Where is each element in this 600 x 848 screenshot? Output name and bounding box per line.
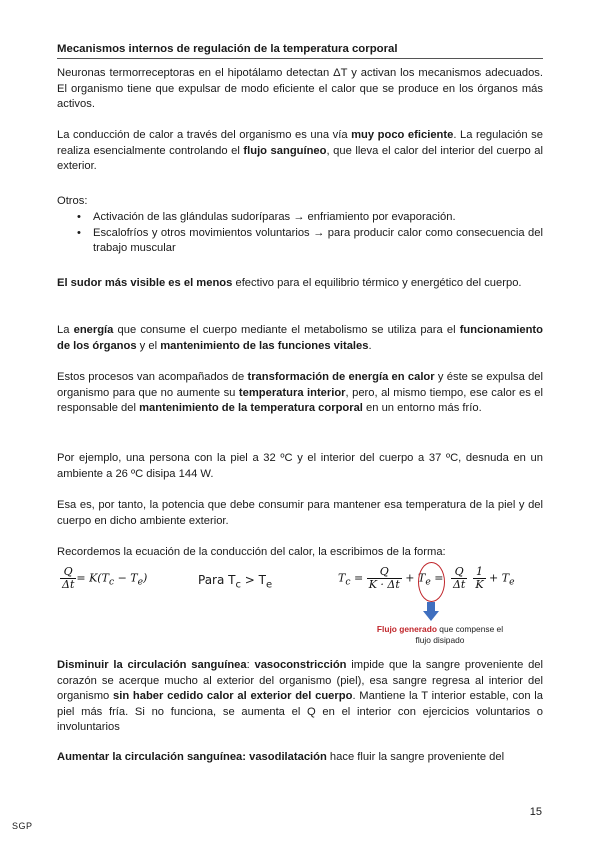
paragraph-conduccion: La conducción de calor a través del organismo es una vía muy poco eficiente. La regulación se realiza esencialmente controlando el flujo sanguíneo, que lleva el calor del interior del cuerpo al exterior.: [57, 129, 543, 172]
paragraph-sudor: El sudor más visible es el menos efectivo para el equilibrio térmico y energético del cuerpo.: [57, 277, 522, 289]
footer-initials: SGP: [12, 821, 33, 831]
paragraph-vasoconstriccion: Disminuir la circulación sanguínea: vasoconstricción impide que la sangre proveniente del corazón se acerque mucho al exterior del organismo (piel), esa sangre regresa al interior del organismo sin haber cedido calor al exterior del cuerpo. Mantiene la T interior estable, con la piel más fría. Si no funciona, se aumenta el Q en el interior con ejercicios voluntarios o involuntarios: [57, 659, 544, 733]
paragraph-energia: La energía que consume el cuerpo mediante el metabolismo se utiliza para el funcionamiento de los órganos y el mantenimiento de las funciones vitales.: [57, 324, 543, 352]
paragraph-ecuacion: Recordemos la ecuación de la conducción del calor, la escribimos de la forma:: [57, 546, 446, 558]
paragraph-potencia: Esa es, por tanto, la potencia que debe consumir para mantener esa temperatura de la piel y del cuerpo en dicho ambiente exterior.: [57, 499, 543, 527]
paragraph-procesos: Estos procesos van acompañados de transformación de energía en calor y éste se expulsa del organismo para que no aumente su temperatura interior, pero, al mismo tiempo, ese calor es el responsable del mantenimiento de la temperatura corporal en un entorno más frío.: [57, 371, 543, 414]
equation-core-temperature: $T_c$ = $\frac{Q}{K \cdot \Delta t}$ + $T_e$ = $\frac{Q}{\Delta t}$ $\frac{1}{K}$ + $T_e$: [338, 565, 515, 591]
highlighted-heat-flow: $\frac{Q}{\Delta t}$: [452, 565, 466, 591]
bullet-icon: •: [77, 211, 81, 223]
list-item: • Escalofríos y otros movimientos voluntarios → para producir calor como consecuencia del trabajo muscular: [77, 226, 543, 254]
list-item: • Activación de las glándulas sudoríparas → enfriamiento por evaporación.: [57, 210, 543, 226]
paragraph-ejemplo: Por ejemplo, una persona con la piel a 32 ºC y el interior del cuerpo a 37 ºC, desnuda en un ambiente a 26 ºC disipa 144 W.: [57, 452, 543, 480]
flow-annotation: Flujo generado que compense el flujo disipado: [376, 624, 504, 645]
highlight-circle: [418, 562, 445, 602]
page-number: 15: [529, 806, 542, 818]
paragraph-intro: Neuronas termorreceptoras en el hipotálamo detectan ΔT y activan los mecanismos adecuados. El organismo tiene que expulsar de modo eficiente el calor que se produce en los órganos más activos.: [57, 67, 543, 110]
section-title: Mecanismos internos de regulación de la temperatura corporal: [57, 43, 543, 59]
bullet-icon: •: [77, 226, 81, 239]
down-arrow-icon: [422, 602, 440, 622]
otros-label: Otros:: [57, 195, 88, 207]
equation-conduction: $\frac{Q}{\Delta t}$ = $K(T_c - T_e)$: [62, 565, 148, 591]
paragraph-vasodilatacion: Aumentar la circulación sanguínea: vasodilatación hace fluir la sangre proveniente del: [57, 751, 505, 763]
condition-label: Para $T_c > T_e$: [198, 573, 273, 591]
bullet-list: [57, 210, 543, 257]
